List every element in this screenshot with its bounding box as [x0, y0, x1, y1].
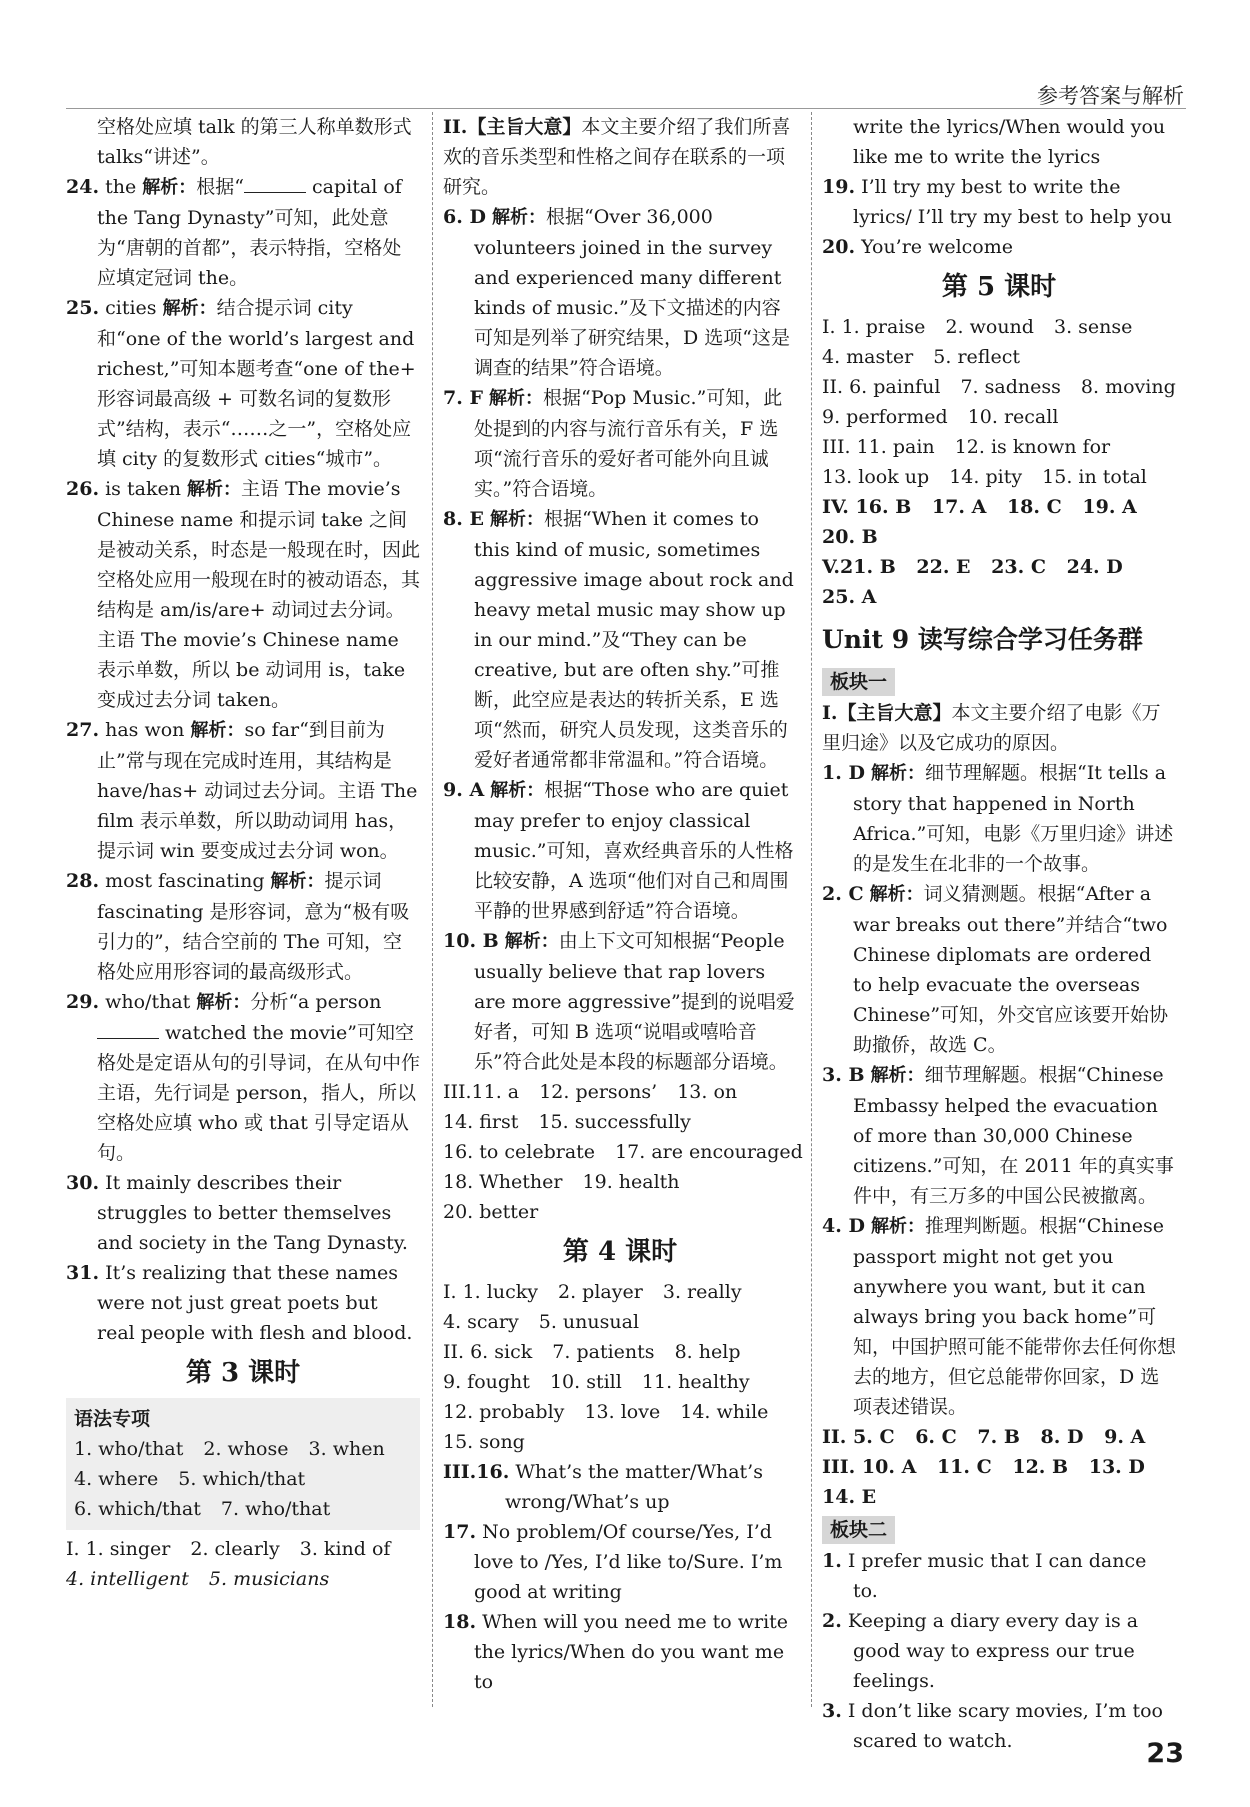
- explain-text: 根据“Pop Music.”可知，此处提到的内容与流行音乐有关，F 选项“流行音乐的爱好者可能外向且诚实。”符合语境。: [474, 387, 783, 500]
- answer-item: 7. patients: [552, 1341, 655, 1363]
- answer-item: V.21. B: [822, 556, 896, 578]
- answer-item: 14. E: [822, 1486, 877, 1508]
- label-explain: 解析：: [491, 207, 546, 228]
- lesson-5-heading: 第 5 课时: [941, 272, 1057, 302]
- answer-row: [443, 1107, 797, 1137]
- answer-item: 15. song: [443, 1431, 525, 1453]
- answer-item: II. 6. painful: [822, 376, 941, 398]
- answer-30: [66, 1168, 420, 1258]
- answer-row: [822, 462, 1176, 492]
- answer-row: [822, 582, 1176, 612]
- answer-item: 17. are encouraged: [615, 1141, 803, 1163]
- answer-row: [443, 1367, 797, 1397]
- page-header-title: 参考答案与解析: [1037, 84, 1184, 108]
- q-num: 3.: [822, 1700, 842, 1722]
- answer-item: 3. kind of: [299, 1538, 391, 1560]
- explain-text: 推理判断题。根据“Chinese passport might not get you anywhere you want, but it can always bring you back home”可知，中国护照可能不能带你去任何你想去的地方，但它总能带你回家，D 选项表述错误。: [853, 1215, 1177, 1418]
- answer-item: 19. A: [1082, 496, 1137, 518]
- answer-item: 10. still: [549, 1371, 622, 1393]
- explain-text: 根据“Over 36,000 volunteers joined in the survey and experienced many different kinds of music.”及下文描述的内容可知是列举了研究结果，D 选项“这是调查的结果”符合语境。: [474, 206, 790, 379]
- answer-item: 18. C: [1006, 496, 1062, 518]
- answer-item: 12. persons’: [539, 1081, 658, 1103]
- answer-row: [822, 372, 1176, 402]
- label-explain: 解析：: [504, 931, 559, 952]
- answer-item: 15. in total: [1042, 466, 1147, 488]
- answer-item: 5. reflect: [933, 346, 1020, 368]
- answer-item: 1. who/that: [74, 1438, 184, 1460]
- explain-text: 根据“Those who are quiet may prefer to enjoy classical music.”可知，喜欢经典音乐的人性格比较安静，A 选项“他们对自己和周围平静的世界感到舒适”符合语境。: [474, 779, 794, 922]
- answer-row: [822, 522, 1176, 552]
- answer-row: [74, 1434, 412, 1464]
- label-explain: 解析：: [870, 763, 925, 784]
- answer-20: [822, 232, 1176, 262]
- q-num: 6. D: [443, 206, 486, 228]
- explain-text: 分析“a person: [250, 991, 382, 1013]
- lesson-3-heading: 第 3 课时: [185, 1358, 301, 1388]
- answer-item: 5. unusual: [538, 1311, 640, 1333]
- answer-item: 3. really: [662, 1281, 742, 1303]
- column-divider: [811, 112, 812, 1707]
- answer-item: 3. sense: [1054, 316, 1133, 338]
- q-num: III.16.: [443, 1461, 510, 1483]
- answer-item: 6. which/that: [74, 1498, 201, 1520]
- answer-3: [822, 1060, 1176, 1211]
- summary-label: II.【主旨大意】: [443, 116, 582, 138]
- explain-text: watched the movie”可知空格处是定语从句的引导词，在从句中作主语，先行词是 person，指人，所以空格处应填 who 或 that 引导定语从句。: [97, 1022, 421, 1164]
- answer-item: 5. which/that: [178, 1468, 306, 1490]
- answer-item: 23. C: [991, 556, 1046, 578]
- answer-sentence: Keeping a diary every day is a good way to express our true feelings.: [847, 1610, 1139, 1692]
- explain-text: capital of the Tang Dynasty”可知，此处意为“唐朝的首都”，表示特指，空格处应填定冠词 the。: [97, 176, 402, 289]
- answer-item: 2. wound: [945, 316, 1034, 338]
- answer-item: 9. fought: [443, 1371, 530, 1393]
- q-num: 1.: [822, 1550, 842, 1572]
- label-explain: 解析：: [142, 177, 197, 198]
- answer-item: 8. moving: [1080, 376, 1176, 398]
- answer-sentence: I don’t like scary movies, I’m too scared to watch.: [847, 1700, 1163, 1752]
- answer-item: 7. sadness: [960, 376, 1061, 398]
- answer-17: [443, 1517, 797, 1607]
- answer-item: 14. while: [680, 1401, 769, 1423]
- answer-4: [822, 1211, 1176, 1422]
- answer-item: 14. pity: [949, 466, 1023, 488]
- answer-item: 17. A: [931, 496, 987, 518]
- explain-text: 提示词 fascinating 是形容词，意为“极有吸引力的”，结合空前的 The 可知，空格处应用形容词的最高级形式。: [97, 870, 410, 983]
- answer-item: 9. A: [1104, 1426, 1146, 1448]
- q-num: 3. B: [822, 1064, 865, 1086]
- answer-row: [822, 552, 1176, 582]
- summary-label: I.【主旨大意】: [822, 702, 952, 724]
- answer-item: 4. intelligent: [66, 1568, 189, 1590]
- q-num: 19.: [822, 176, 856, 198]
- answer-18: [443, 1607, 797, 1697]
- sentence-1: [822, 1546, 1176, 1606]
- answer-item: 12. is known for: [954, 436, 1111, 458]
- q-num: 26.: [66, 478, 100, 500]
- answer-8: [443, 504, 797, 775]
- column-2: [443, 112, 803, 1697]
- answer-28: [66, 866, 420, 987]
- answer-row: [443, 1167, 797, 1197]
- blank-line: [244, 174, 306, 193]
- answer-continuation: write the lyrics/When would you like me to write the lyrics: [853, 116, 1166, 168]
- explain-text: 由上下文可知根据“People usually believe that rap lovers are more aggressive”提到的说唱爱好者，可知 B 选项“说唱或嘻哈音乐”符合此处是本段的标题部分语境。: [474, 930, 795, 1073]
- label-explain: 解析：: [270, 871, 325, 892]
- blank-line: [97, 1020, 159, 1039]
- q-num: 25.: [66, 297, 100, 319]
- answer-item: 20. better: [443, 1201, 539, 1223]
- answer-item: 19. health: [582, 1171, 680, 1193]
- q-num: 28.: [66, 870, 100, 892]
- answer-item: 6. C: [915, 1426, 957, 1448]
- answer-item: 24. D: [1066, 556, 1123, 578]
- section-label: 板块二: [822, 1516, 895, 1544]
- label-explain: 解析：: [186, 479, 241, 500]
- answer-item: 7. who/that: [220, 1498, 331, 1520]
- answer-27: [66, 715, 420, 866]
- answer-item: 15. successfully: [538, 1111, 691, 1133]
- answer-item: III.11. a: [443, 1081, 520, 1103]
- label-explain: 解析：: [869, 884, 924, 905]
- answer-item: I. 1. singer: [66, 1538, 171, 1560]
- answer-item: 3. when: [308, 1438, 385, 1460]
- answer-item: 7. B: [977, 1426, 1020, 1448]
- grammar-box: [66, 1398, 420, 1530]
- label-explain: 解析：: [870, 1065, 925, 1086]
- label-explain: 解析：: [489, 388, 543, 409]
- answer-6: [443, 202, 797, 383]
- answer-item: III. 10. A: [822, 1456, 917, 1478]
- q-num: 7. F: [443, 387, 483, 409]
- unit-9-heading: Unit 9 读写综合学习任务群: [822, 625, 1143, 654]
- answer-item: 11. C: [936, 1456, 992, 1478]
- answer-sentence: It’s realizing that these names were not just great poets but real people with flesh and blood.: [97, 1262, 413, 1344]
- q-num: 30.: [66, 1172, 100, 1194]
- answer-sentence: It mainly describes their struggles to better themselves and society in the Tang Dynasty.: [97, 1172, 408, 1254]
- answer-item: 4. master: [822, 346, 914, 368]
- answer-2: [822, 879, 1176, 1060]
- column-1: [66, 112, 420, 1594]
- answer-item: 18. Whether: [443, 1171, 563, 1193]
- q-num: 9. A: [443, 779, 485, 801]
- summary-text: 本文主要介绍了电影《万里归途》以及它成功的原因。: [822, 702, 1161, 754]
- answer-item: 4. scary: [443, 1311, 519, 1333]
- answer-row: [443, 1337, 797, 1367]
- answer-row: [822, 342, 1176, 372]
- answer: who/that: [105, 991, 191, 1013]
- answer: has won: [105, 719, 185, 741]
- sentence-2: [822, 1606, 1176, 1696]
- answer-row: [822, 432, 1176, 462]
- answer-row: [74, 1494, 412, 1524]
- answer-24: [66, 172, 420, 293]
- header-rule: [66, 108, 1186, 109]
- answer-row: [822, 1452, 1176, 1482]
- q-num: 24.: [66, 176, 100, 198]
- answer-16: [443, 1457, 797, 1517]
- answer-row: [66, 1534, 420, 1564]
- explain-text: 根据“When it comes to this kind of music, sometimes aggressive image about rock and heavy metal music may show up in our mind.”及“They can be creative, but are often shy.”可推断，此空应是表达的转折关系，E 选项“然而，研究人员发现，这类音乐的爱好者通常都非常温和。”符合语境。: [474, 508, 794, 771]
- answer-item: 14. first: [443, 1111, 519, 1133]
- answer-item: 12. B: [1012, 1456, 1069, 1478]
- answer-sentence: I’ll try my best to write the lyrics/ I’ll try my best to help you: [853, 176, 1172, 228]
- summary-text: 本文主要介绍了我们所喜欢的音乐类型和性格之间存在联系的一项研究。: [443, 116, 791, 198]
- passage-summary: [822, 698, 1176, 758]
- answer-sentence: You’re welcome: [861, 236, 1014, 258]
- answer-sentence: No problem/Of course/Yes, I’d love to /Yes, I’d like to/Sure. I’m good at writing: [474, 1521, 783, 1603]
- answer-row: [443, 1197, 797, 1227]
- q-num: 2. C: [822, 883, 864, 905]
- label-explain: 解析：: [870, 1216, 925, 1237]
- grammar-title: 语法专项: [74, 1408, 151, 1430]
- sentence-3: [822, 1696, 1176, 1756]
- label-explain: 解析：: [489, 509, 544, 530]
- answer-item: 20. B: [822, 526, 878, 548]
- column-3: [822, 112, 1176, 1756]
- answer-item: I. 1. praise: [822, 316, 926, 338]
- q-num: 10. B: [443, 930, 499, 952]
- answer-item: I. 1. lucky: [443, 1281, 538, 1303]
- q-num: 20.: [822, 236, 856, 258]
- answer-9: [443, 775, 797, 926]
- q-num: 4. D: [822, 1215, 865, 1237]
- answer: is taken: [105, 478, 181, 500]
- q-num: 27.: [66, 719, 100, 741]
- q-num: 29.: [66, 991, 100, 1013]
- answer-item: 2. player: [558, 1281, 643, 1303]
- answer: the: [105, 176, 137, 198]
- answer-25: [66, 293, 420, 474]
- label-explain: 解析：: [162, 298, 217, 319]
- answer-item: 9. performed: [822, 406, 948, 428]
- section-label: 板块一: [822, 668, 895, 696]
- q-num: 8. E: [443, 508, 484, 530]
- label-explain: 解析：: [196, 992, 251, 1013]
- column-divider: [432, 112, 433, 1707]
- answer-item: 8. help: [674, 1341, 741, 1363]
- explain-text: 结合提示词 city 和“one of the world’s largest and richest,”可知本题考查“one of the+ 形容词最高级 + 可数名词的复数形式”结构，表示“……之一”，空格处应填 city 的复数形式 cities“城市”。: [97, 297, 416, 470]
- explain-text: 细节理解题。根据“Chinese Embassy helped the evacuation of more than 30,000 Chinese citizens.”可知，在 2011 年的真实事件中，有三万多的中国公民被撤离。: [853, 1064, 1174, 1207]
- label-explain: 解析：: [490, 780, 545, 801]
- answer-sentence: I prefer music that I can dance to.: [847, 1550, 1147, 1602]
- answer-item: 5. musicians: [208, 1568, 330, 1590]
- answer-item: 4. where: [74, 1468, 159, 1490]
- q-num: 17.: [443, 1521, 477, 1543]
- answer-29: [66, 987, 420, 1168]
- answer-item: II. 5. C: [822, 1426, 895, 1448]
- answer-item: 22. E: [916, 556, 971, 578]
- answer-row: [443, 1137, 803, 1167]
- explain-text: 根据“: [196, 176, 244, 198]
- answer-26: [66, 474, 420, 715]
- answer-item: 2. whose: [203, 1438, 289, 1460]
- answer-item: II. 6. sick: [443, 1341, 533, 1363]
- explain-text: 词义猜测题。根据“After a war breaks out there”并结合“two Chinese diplomats are ordered to help evacuate the overseas Chinese”可知，外交官应该要开始协助撤侨，故选 C。: [853, 883, 1169, 1056]
- answer-7: [443, 383, 797, 504]
- q-num: 1. D: [822, 762, 865, 784]
- answer-item: IV. 16. B: [822, 496, 912, 518]
- answer-1: [822, 758, 1176, 879]
- answer-item: 25. A: [822, 586, 877, 608]
- answer-item: 11. healthy: [641, 1371, 750, 1393]
- answer: cities: [105, 297, 157, 319]
- answer-row: [443, 1077, 797, 1107]
- page-number: 23: [1146, 1738, 1184, 1769]
- passage-summary: [443, 112, 797, 202]
- answer-item: 13. love: [584, 1401, 661, 1423]
- answer-row: [443, 1277, 797, 1307]
- answer-sentence: What’s the matter/What’s wrong/What’s up: [505, 1461, 763, 1513]
- explain-text: 主语 The movie’s Chinese name 和提示词 take 之间是被动关系，时态是一般现在时，因此空格处应用一般现在时的被动语态，其结构是 am/is/are+ 动词过去分词。主语 The movie’s Chinese name 表示单数，所以 be 动词用 is，take 变成过去分词 taken。: [97, 478, 421, 711]
- lesson-4-heading: 第 4 课时: [562, 1237, 678, 1267]
- answer-row: [443, 1397, 797, 1427]
- answer: most fascinating: [105, 870, 265, 892]
- answer-sentence: When will you need me to write the lyrics/When do you want me to: [474, 1611, 789, 1693]
- q-num: 2.: [822, 1610, 842, 1632]
- answer-item: 13. on: [677, 1081, 738, 1103]
- answer-item: 2. clearly: [190, 1538, 280, 1560]
- answer-item: 16. to celebrate: [443, 1141, 596, 1163]
- answer-31: [66, 1258, 420, 1348]
- answer-item: 13. look up: [822, 466, 930, 488]
- answer-row: [66, 1564, 420, 1594]
- answer-row: [443, 1307, 797, 1337]
- q-num: 31.: [66, 1262, 100, 1284]
- answer-row: [822, 492, 1176, 522]
- answer-19: [822, 172, 1176, 232]
- answer-item: 8. D: [1040, 1426, 1084, 1448]
- label-explain: 解析：: [190, 720, 245, 741]
- answer-row: [443, 1427, 797, 1457]
- q-num: 18.: [443, 1611, 477, 1633]
- explain-text: 细节理解题。根据“It tells a story that happened in North Africa.”可知，电影《万里归途》讲述的是发生在北非的一个故事。: [853, 762, 1174, 875]
- answer-row: [822, 312, 1176, 342]
- answer-10: [443, 926, 797, 1077]
- answer-row: [822, 1422, 1176, 1452]
- answer-item: 10. recall: [967, 406, 1059, 428]
- answer-item: 13. D: [1088, 1456, 1145, 1478]
- answer-row: [822, 402, 1176, 432]
- answer-item: 12. probably: [443, 1401, 565, 1423]
- answer-line: 空格处应填 talk 的第三人称单数形式 talks“讲述”。: [97, 116, 412, 168]
- answer-row: [822, 1482, 1176, 1512]
- answer-item: III. 11. pain: [822, 436, 935, 458]
- explain-text: so far“到目前为止”常与现在完成时连用，其结构是 have/has+ 动词过去分词。主语 The film 表示单数，所以助动词用 has，提示词 win 要变成过去分词 won。: [97, 719, 418, 862]
- answer-row: [74, 1464, 412, 1494]
